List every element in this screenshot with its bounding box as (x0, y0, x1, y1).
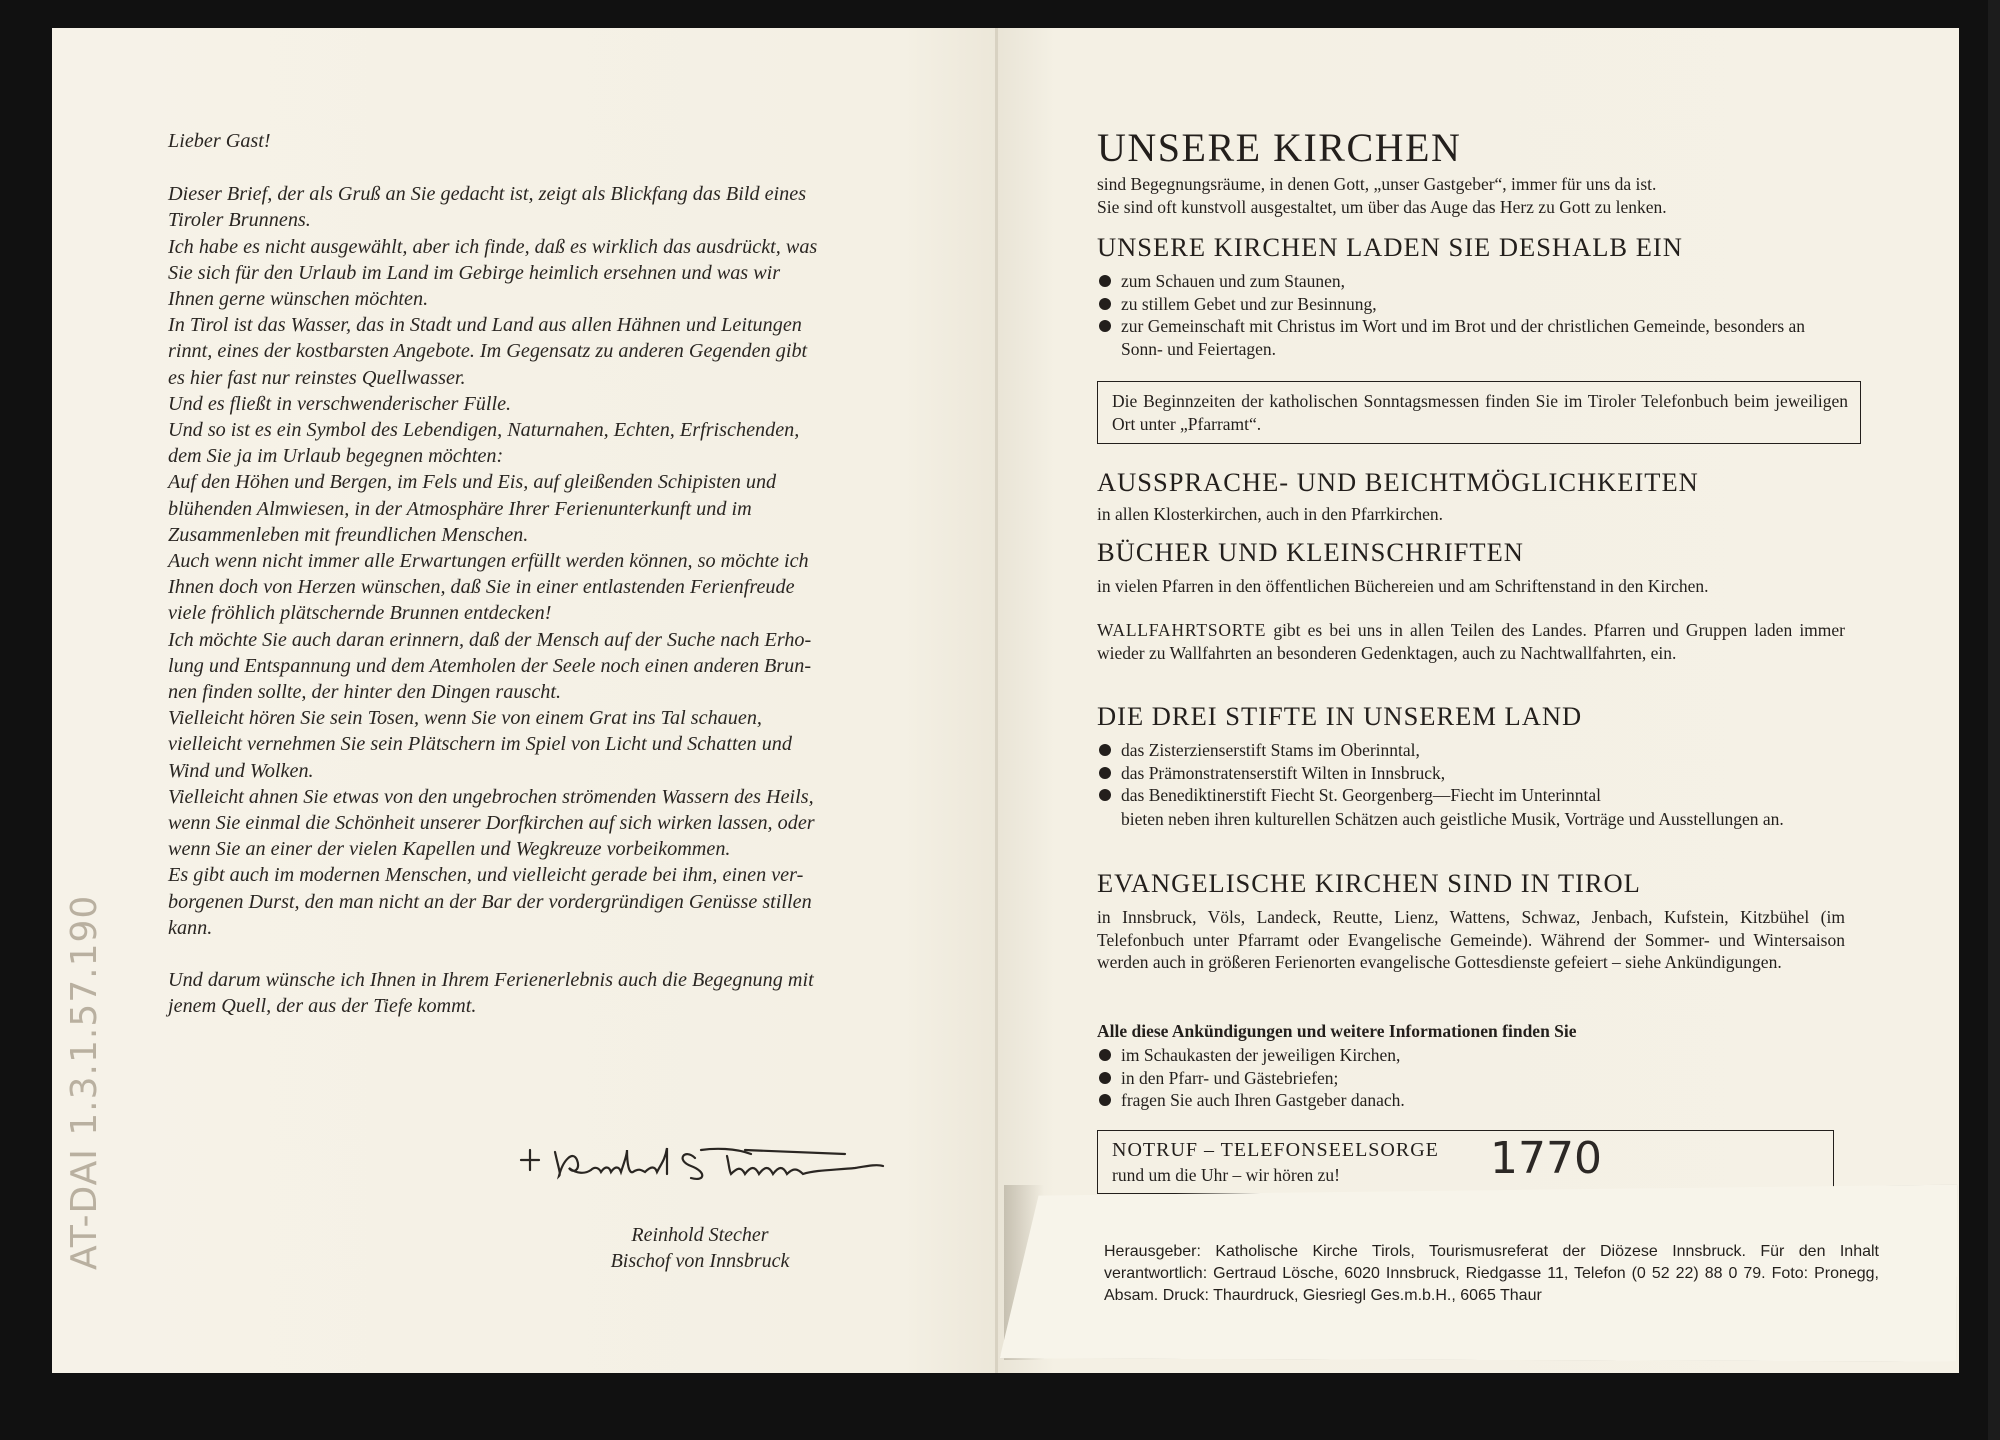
letter-line: Vielleicht ahnen Sie etwas von den ungebrochen strömenden Wassern des Heils, (168, 785, 814, 808)
letter-line: Dieser Brief, der als Gruß an Sie gedacht ist, zeigt als Blickfang das Bild eines (168, 183, 807, 206)
intro-text (1097, 173, 1845, 218)
list-item-text: in den Pfarr- und Gästebriefen; (1121, 1067, 1339, 1088)
pilgrimage-label: WALLFAHRTSORTE (1097, 620, 1267, 640)
mass-times-box: Die Beginnzeiten der katholischen Sonntagsmessen finden Sie im Tiroler Telefonbuch beim jeweiligen Ort unter „Pfarramt“. (1097, 381, 1861, 444)
list-item-text: im Schaukasten der jeweiligen Kirchen, (1121, 1045, 1401, 1065)
letter-line: borgenen Durst, den man nicht an der Bar der vordergründigen Genüsse stillen (168, 890, 812, 913)
list-item-text: zu stillem Gebet und zur Besinnung, (1121, 293, 1377, 314)
letter-line: Wind und Wolken. (168, 759, 314, 782)
bullet-icon (1099, 275, 1111, 287)
letter-line: Ich habe es nicht ausgewählt, aber ich finde, daß es wirklich das ausdrückt, was (168, 235, 818, 258)
list-item (1097, 293, 1845, 316)
books-text: in vielen Pfarren in den öffentlichen Büchereien und am Schriftenstand in den Kirchen. (1097, 576, 1709, 596)
letter-line: Zusammenleben mit freundlichen Menschen. (168, 523, 529, 546)
list-item-text: zum Schauen und zum Staunen, (1121, 271, 1346, 291)
list-item (1097, 270, 1845, 293)
letter-line: blühenden Almwiesen, in der Atmosphäre Ihrer Ferienunterkunft und im (168, 497, 752, 520)
letter-line: Auch wenn nicht immer alle Erwartungen erfüllt werden können, so möchte ich (168, 550, 809, 573)
bullet-icon (1099, 1072, 1111, 1084)
bullet-icon (1099, 767, 1111, 779)
list-item (1097, 739, 1845, 762)
letter-line: nen finden sollte, der hinter den Dingen rauscht. (168, 681, 562, 704)
letter-line: rinnt, eines der kostbarsten Angebote. Im Gegensatz zu anderen Gegenden gibt (168, 340, 808, 363)
bullet-icon (1099, 744, 1111, 756)
letter-line: Vielleicht hören Sie sein Tosen, wenn Sie von einem Grat ins Tal schauen, (168, 707, 762, 730)
stifte-list (1097, 739, 1845, 807)
letter-line: In Tirol ist das Wasser, das in Stadt und Land aus allen Hähnen und Leitungen (168, 314, 802, 337)
info-heading: Alle diese Ankündigungen und weitere Informationen finden Sie (1097, 1021, 1577, 1041)
imprint-text: Herausgeber: Katholische Kirche Tirols, Tourismusreferat der Diözese Innsbruck. Für den Inhalt verantwortlich: Gertraud Lösche, 6020 Innsbruck, Riedgasse 11, Telefon (0 52 22) 88 0 79. Foto: Pronegg, Absam. Druck: Thaurdruck, Giesriegl Ges.m.b.H., 6065 Thaur (1104, 1243, 1879, 1304)
hotline-label: NOTRUF – TELEFONSEELSORGE (1112, 1139, 1439, 1161)
list-item (1097, 1044, 1845, 1067)
letter-line: Und so ist es ein Symbol des Lebendigen, Naturnahen, Echten, Erfrischenden, (168, 419, 800, 442)
archive-pencil-note: AT-DAI 1.3.1.57.190 (64, 894, 105, 1270)
letter-line: lung und Entspannung und dem Atemholen der Seele noch einen anderen Brun- (168, 654, 812, 677)
letter-line: Es gibt auch im modernen Menschen, und vielleicht gerade bei ihm, einen ver- (168, 864, 804, 887)
letter-line: wenn Sie einmal die Schönheit unserer Dorfkirchen auf sich wirken lassen, oder (168, 812, 815, 835)
backdrop (1988, 0, 2000, 1440)
signer-block (560, 1222, 840, 1274)
letter-line: es hier fast nur reinstes Quellwasser. (168, 366, 466, 389)
letter-paragraph (168, 181, 908, 941)
stifte-followup: bieten neben ihren kulturellen Schätzen auch geistliche Musik, Vorträge und Ausstellungen an. (1121, 809, 1784, 829)
bullet-icon (1099, 320, 1111, 332)
pilgrimage-text (1097, 619, 1845, 664)
letter-line: Ihnen gerne wünschen möchten. (168, 288, 429, 311)
letter-line: Auf den Höhen und Bergen, im Fels und Eis, auf gleißenden Schipisten und (168, 471, 777, 494)
handwritten-signature (515, 1130, 935, 1190)
evangelical-heading: EVANGELISCHE KIRCHEN SIND IN TIROL (1097, 868, 1641, 898)
bullet-icon (1099, 298, 1111, 310)
letter-body (168, 128, 908, 1020)
intro-line: Sie sind oft kunstvoll ausgestaltet, um über das Auge das Herz zu Gott zu lenken. (1097, 196, 1667, 217)
list-item (1097, 1067, 1845, 1090)
letter-line: wenn Sie an einer der vielen Kapellen und Wegkreuze vorbeikommen. (168, 838, 731, 861)
invite-heading: UNSERE KIRCHEN LADEN SIE DESHALB EIN (1097, 232, 1683, 262)
center-fold (995, 28, 998, 1373)
letter-greeting: Lieber Gast! (168, 130, 271, 152)
hotline-subtitle: rund um die Uhr – wir hören zu! (1112, 1165, 1340, 1185)
confession-heading: AUSSPRACHE- UND BEICHTMÖGLICHKEITEN (1097, 467, 1699, 497)
books-heading: BÜCHER UND KLEINSCHRIFTEN (1097, 537, 1524, 567)
hotline-number: 1770 (1490, 1133, 1602, 1184)
letter-line: Tiroler Brunnens. (168, 209, 311, 232)
list-item-text: das Benediktinerstift Fiecht St. Georgenberg—Fiecht im Unterinntal (1121, 785, 1602, 805)
letter-line: dem Sie ja im Urlaub begegnen möchten: (168, 445, 504, 468)
info-list (1097, 1044, 1845, 1112)
stifte-heading: DIE DREI STIFTE IN UNSEREM LAND (1097, 701, 1583, 731)
letter-closing-line: jenem Quell, der aus der Tiefe kommt. (168, 995, 477, 1018)
evangelical-text: in Innsbruck, Völs, Landeck, Reutte, Lienz, Wattens, Schwaz, Jenbach, Kufstein, Kitzbühel (im Telefonbuch unter Pfarramt oder Evangelische Gemeinde). Während der Sommer- und Wintersaison werden auch in größeren Ferienorten evangelische Gottesdienste gefeiert – siehe Ankündigungen. (1097, 907, 1845, 972)
intro-line: sind Begegnungsräume, in denen Gott, „unser Gastgeber“, immer für uns da ist. (1097, 174, 1657, 194)
list-item (1097, 762, 1845, 785)
letter-line: viele fröhlich plätschernde Brunnen entdecken! (168, 602, 552, 625)
letter-line: Ich möchte Sie auch daran erinnern, daß der Mensch auf der Suche nach Erho- (168, 628, 812, 651)
confession-text: in allen Klosterkirchen, auch in den Pfarrkirchen. (1097, 504, 1443, 524)
signer-title: Bischof von Innsbruck (610, 1250, 790, 1272)
list-item-text: fragen Sie auch Ihren Gastgeber danach. (1121, 1090, 1405, 1110)
letter-line: kann. (168, 916, 213, 939)
bullet-icon (1099, 789, 1111, 801)
bullet-icon (1099, 1049, 1111, 1061)
letter-line: vielleicht vernehmen Sie sein Plätschern im Spiel von Licht und Schatten und (168, 733, 792, 756)
list-item (1097, 315, 1845, 360)
list-item (1097, 1089, 1845, 1112)
pilgrimage-body: gibt es bei uns in allen Teilen des Landes. Pfarren und Gruppen laden immer wieder zu Wallfahrten an besonderen Gedenktagen, auch zu Nachtwallfahrten, ein. (1097, 620, 1845, 663)
emergency-hotline-box (1097, 1130, 1834, 1194)
list-item-text: das Zisterzienserstift Stams im Oberinntal, (1121, 740, 1420, 760)
page-title: UNSERE KIRCHEN (1097, 125, 1462, 170)
signer-name: Reinhold Stecher (631, 1224, 769, 1246)
invite-list (1097, 270, 1845, 360)
letter-line: Sie sich für den Urlaub im Land im Gebirge heimlich ersehnen und was wir (168, 261, 781, 284)
bullet-icon (1099, 1094, 1111, 1106)
letter-line: Ihnen doch von Herzen wünschen, daß Sie in einer entlastenden Ferienfreude (168, 576, 795, 599)
list-item (1097, 784, 1845, 807)
letter-line: Und es fließt in verschwenderischer Fülle. (168, 392, 512, 415)
list-item-text: das Prämonstratenserstift Wilten in Innsbruck, (1121, 762, 1446, 783)
list-item-text: zur Gemeinschaft mit Christus im Wort und im Brot und der christlichen Gemeinde, besonders an Sonn- und Feiertagen. (1121, 316, 1806, 359)
letter-closing-line: Und darum wünsche ich Ihnen in Ihrem Ferienerlebnis auch die Begegnung mit (168, 969, 814, 992)
letter-closing (168, 967, 908, 1019)
